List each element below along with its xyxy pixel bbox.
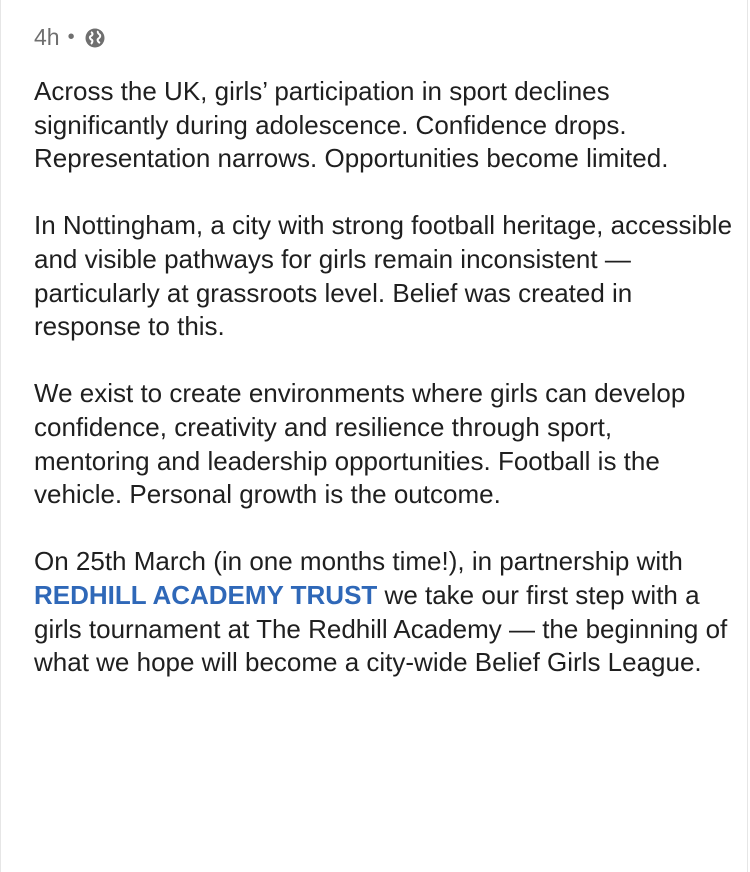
globe-icon [85,27,105,47]
meta-separator: • [67,26,75,48]
paragraph-text-before-mention: On 25th March (in one months time!), in partnership with [34,546,683,577]
post-paragraph-3: We exist to create environments where girls can develop confidence, creativity and resilience through sport, mentoring and leadership opportunities. Football is the vehicle. Personal growth is the outcome. [34,378,686,510]
post-paragraph-4 [34,545,734,679]
post-meta [34,22,105,52]
post-paragraph-1: Across the UK, girls’ participation in sport declines significantly during adolescence. Confidence drops. Representation narrows. Opportunities become limited. [34,76,669,174]
post-body [34,75,734,713]
paragraph-text-after-mention: we take our first step with a girls tournament at The Redhill Academy — the beginning of what we hope will become a city-wide Belief Girls League. [34,579,728,678]
mention-link-redhill-academy-trust[interactable]: REDHILL ACADEMY TRUST [34,579,378,610]
post-timestamp[interactable]: 4h [34,23,60,50]
post-paragraph-2: In Nottingham, a city with strong football heritage, accessible and visible pathways for girls remain inconsistent — particularly at grassroots level. Belief was created in response to this. [34,210,733,342]
